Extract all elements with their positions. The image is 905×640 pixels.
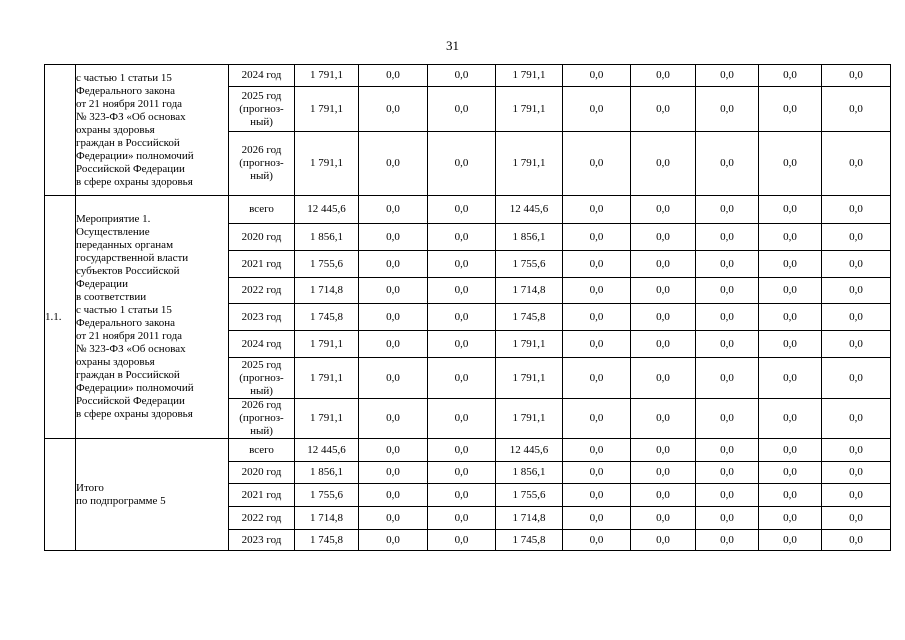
value-cell: 0,0 <box>563 196 631 224</box>
value-cell: 0,0 <box>759 132 822 196</box>
period-cell: 2022 год <box>229 278 295 304</box>
value-cell: 0,0 <box>822 358 891 399</box>
value-cell: 0,0 <box>359 530 428 551</box>
value-cell: 0,0 <box>759 484 822 507</box>
measure-description: с частью 1 статьи 15 Федерального закона от 21 ноября 2011 года № 323-ФЗ «Об основах охраны здоровья граждан в Российской Федерации» полномочий Российской Федерации в сфере охраны здоровья <box>76 65 229 196</box>
value-cell: 1 791,1 <box>496 358 563 399</box>
value-cell: 0,0 <box>428 399 496 439</box>
period-cell: всего <box>229 439 295 462</box>
value-cell: 0,0 <box>631 399 696 439</box>
value-cell: 0,0 <box>696 462 759 484</box>
value-cell: 0,0 <box>759 331 822 358</box>
value-cell: 0,0 <box>428 278 496 304</box>
value-cell: 0,0 <box>428 87 496 132</box>
value-cell: 0,0 <box>563 251 631 278</box>
value-cell: 0,0 <box>631 87 696 132</box>
value-cell: 0,0 <box>759 87 822 132</box>
value-cell: 0,0 <box>428 439 496 462</box>
period-cell: 2026 год (прогноз- ный) <box>229 132 295 196</box>
value-cell: 1 714,8 <box>496 507 563 530</box>
value-cell: 1 856,1 <box>295 224 359 251</box>
value-cell: 0,0 <box>563 331 631 358</box>
value-cell: 0,0 <box>822 196 891 224</box>
value-cell: 0,0 <box>359 87 428 132</box>
value-cell: 1 755,6 <box>295 251 359 278</box>
value-cell: 0,0 <box>428 304 496 331</box>
value-cell: 1 791,1 <box>496 399 563 439</box>
value-cell: 0,0 <box>428 507 496 530</box>
value-cell: 0,0 <box>428 132 496 196</box>
value-cell: 0,0 <box>631 196 696 224</box>
value-cell: 0,0 <box>359 132 428 196</box>
value-cell: 0,0 <box>822 331 891 358</box>
value-cell: 0,0 <box>631 358 696 399</box>
value-cell: 0,0 <box>631 65 696 87</box>
value-cell: 1 745,8 <box>496 530 563 551</box>
value-cell: 0,0 <box>822 87 891 132</box>
measure-description: Итого по подпрограмме 5 <box>76 439 229 551</box>
value-cell: 0,0 <box>631 278 696 304</box>
value-cell: 0,0 <box>563 507 631 530</box>
value-cell: 1 755,6 <box>496 251 563 278</box>
value-cell: 0,0 <box>359 278 428 304</box>
value-cell: 0,0 <box>759 278 822 304</box>
value-cell: 0,0 <box>359 224 428 251</box>
value-cell: 0,0 <box>822 278 891 304</box>
value-cell: 0,0 <box>822 439 891 462</box>
value-cell: 0,0 <box>696 278 759 304</box>
value-cell: 0,0 <box>359 484 428 507</box>
value-cell: 0,0 <box>759 358 822 399</box>
value-cell: 0,0 <box>759 251 822 278</box>
value-cell: 0,0 <box>563 132 631 196</box>
value-cell: 1 791,1 <box>295 87 359 132</box>
value-cell: 0,0 <box>822 65 891 87</box>
value-cell: 0,0 <box>359 358 428 399</box>
measure-description: Мероприятие 1. Осуществление переданных органам государственной власти субъектов Российской Федерации в соответствии с частью 1 статьи 15 Федерального закона от 21 ноября 2011 года № 323-ФЗ «Об основах охраны здоровья граждан в Российской Федерации» полномочий Российской Федерации в сфере охраны здоровья <box>76 196 229 439</box>
value-cell: 1 791,1 <box>295 399 359 439</box>
period-cell: 2026 год (прогноз- ный) <box>229 399 295 439</box>
value-cell: 0,0 <box>359 196 428 224</box>
period-cell: 2023 год <box>229 304 295 331</box>
value-cell: 12 445,6 <box>496 439 563 462</box>
value-cell: 1 791,1 <box>496 87 563 132</box>
value-cell: 1 714,8 <box>496 278 563 304</box>
value-cell: 1 856,1 <box>496 462 563 484</box>
value-cell: 1 745,8 <box>295 530 359 551</box>
value-cell: 1 791,1 <box>496 132 563 196</box>
value-cell: 0,0 <box>359 331 428 358</box>
value-cell: 0,0 <box>359 439 428 462</box>
period-cell: 2020 год <box>229 462 295 484</box>
value-cell: 0,0 <box>696 87 759 132</box>
row-index <box>45 439 76 551</box>
value-cell: 1 856,1 <box>295 462 359 484</box>
value-cell: 0,0 <box>563 278 631 304</box>
value-cell: 0,0 <box>696 132 759 196</box>
value-cell: 1 714,8 <box>295 278 359 304</box>
value-cell: 0,0 <box>631 331 696 358</box>
value-cell: 0,0 <box>631 251 696 278</box>
value-cell: 1 791,1 <box>295 65 359 87</box>
value-cell: 0,0 <box>359 399 428 439</box>
value-cell: 0,0 <box>631 224 696 251</box>
value-cell: 0,0 <box>631 132 696 196</box>
value-cell: 0,0 <box>631 530 696 551</box>
value-cell: 1 791,1 <box>295 358 359 399</box>
value-cell: 0,0 <box>696 358 759 399</box>
value-cell: 0,0 <box>359 65 428 87</box>
value-cell: 0,0 <box>759 439 822 462</box>
value-cell: 12 445,6 <box>295 439 359 462</box>
value-cell: 0,0 <box>428 462 496 484</box>
value-cell: 1 791,1 <box>295 331 359 358</box>
period-cell: 2022 год <box>229 507 295 530</box>
period-cell: 2024 год <box>229 65 295 87</box>
value-cell: 0,0 <box>359 304 428 331</box>
period-cell: 2023 год <box>229 530 295 551</box>
value-cell: 0,0 <box>359 251 428 278</box>
value-cell: 0,0 <box>696 331 759 358</box>
value-cell: 0,0 <box>563 484 631 507</box>
value-cell: 0,0 <box>563 65 631 87</box>
value-cell: 0,0 <box>563 87 631 132</box>
value-cell: 0,0 <box>759 507 822 530</box>
page-number: 31 <box>446 38 459 53</box>
value-cell: 0,0 <box>563 399 631 439</box>
value-cell: 1 714,8 <box>295 507 359 530</box>
value-cell: 0,0 <box>696 484 759 507</box>
value-cell: 0,0 <box>696 530 759 551</box>
budget-table <box>44 64 891 551</box>
value-cell: 0,0 <box>759 224 822 251</box>
value-cell: 1 755,6 <box>496 484 563 507</box>
value-cell: 0,0 <box>631 304 696 331</box>
value-cell: 0,0 <box>359 507 428 530</box>
value-cell: 0,0 <box>563 304 631 331</box>
value-cell: 0,0 <box>822 484 891 507</box>
value-cell: 0,0 <box>759 530 822 551</box>
value-cell: 0,0 <box>822 304 891 331</box>
value-cell: 0,0 <box>428 196 496 224</box>
value-cell: 0,0 <box>696 507 759 530</box>
value-cell: 0,0 <box>563 224 631 251</box>
value-cell: 1 856,1 <box>496 224 563 251</box>
value-cell: 0,0 <box>759 462 822 484</box>
value-cell: 0,0 <box>696 196 759 224</box>
value-cell: 0,0 <box>822 251 891 278</box>
value-cell: 0,0 <box>696 439 759 462</box>
table-row <box>45 65 891 87</box>
period-cell: 2024 год <box>229 331 295 358</box>
value-cell: 0,0 <box>631 462 696 484</box>
value-cell: 12 445,6 <box>295 196 359 224</box>
value-cell: 0,0 <box>759 304 822 331</box>
value-cell: 0,0 <box>696 399 759 439</box>
value-cell: 1 791,1 <box>496 65 563 87</box>
value-cell: 0,0 <box>822 530 891 551</box>
value-cell: 0,0 <box>428 484 496 507</box>
value-cell: 0,0 <box>428 251 496 278</box>
row-index: 1.1. <box>45 196 76 439</box>
value-cell: 0,0 <box>631 507 696 530</box>
value-cell: 0,0 <box>696 224 759 251</box>
value-cell: 1 755,6 <box>295 484 359 507</box>
value-cell: 0,0 <box>759 399 822 439</box>
value-cell: 0,0 <box>563 439 631 462</box>
period-cell: 2021 год <box>229 484 295 507</box>
table-row <box>45 439 891 462</box>
value-cell: 0,0 <box>822 399 891 439</box>
period-cell: 2020 год <box>229 224 295 251</box>
period-cell: 2021 год <box>229 251 295 278</box>
value-cell: 0,0 <box>359 462 428 484</box>
period-cell: 2025 год (прогноз- ный) <box>229 358 295 399</box>
value-cell: 0,0 <box>428 331 496 358</box>
value-cell: 0,0 <box>563 462 631 484</box>
value-cell: 0,0 <box>428 530 496 551</box>
value-cell: 0,0 <box>696 65 759 87</box>
table-row <box>45 196 891 224</box>
value-cell: 0,0 <box>428 65 496 87</box>
value-cell: 1 791,1 <box>295 132 359 196</box>
value-cell: 0,0 <box>428 358 496 399</box>
value-cell: 0,0 <box>563 358 631 399</box>
period-cell: 2025 год (прогноз- ный) <box>229 87 295 132</box>
value-cell: 0,0 <box>696 304 759 331</box>
value-cell: 1 745,8 <box>496 304 563 331</box>
value-cell: 12 445,6 <box>496 196 563 224</box>
value-cell: 1 791,1 <box>496 331 563 358</box>
value-cell: 0,0 <box>631 484 696 507</box>
value-cell: 0,0 <box>631 439 696 462</box>
row-index <box>45 65 76 196</box>
value-cell: 0,0 <box>428 224 496 251</box>
value-cell: 1 745,8 <box>295 304 359 331</box>
value-cell: 0,0 <box>822 132 891 196</box>
value-cell: 0,0 <box>696 251 759 278</box>
value-cell: 0,0 <box>759 65 822 87</box>
period-cell: всего <box>229 196 295 224</box>
value-cell: 0,0 <box>759 196 822 224</box>
value-cell: 0,0 <box>822 507 891 530</box>
value-cell: 0,0 <box>563 530 631 551</box>
value-cell: 0,0 <box>822 224 891 251</box>
value-cell: 0,0 <box>822 462 891 484</box>
